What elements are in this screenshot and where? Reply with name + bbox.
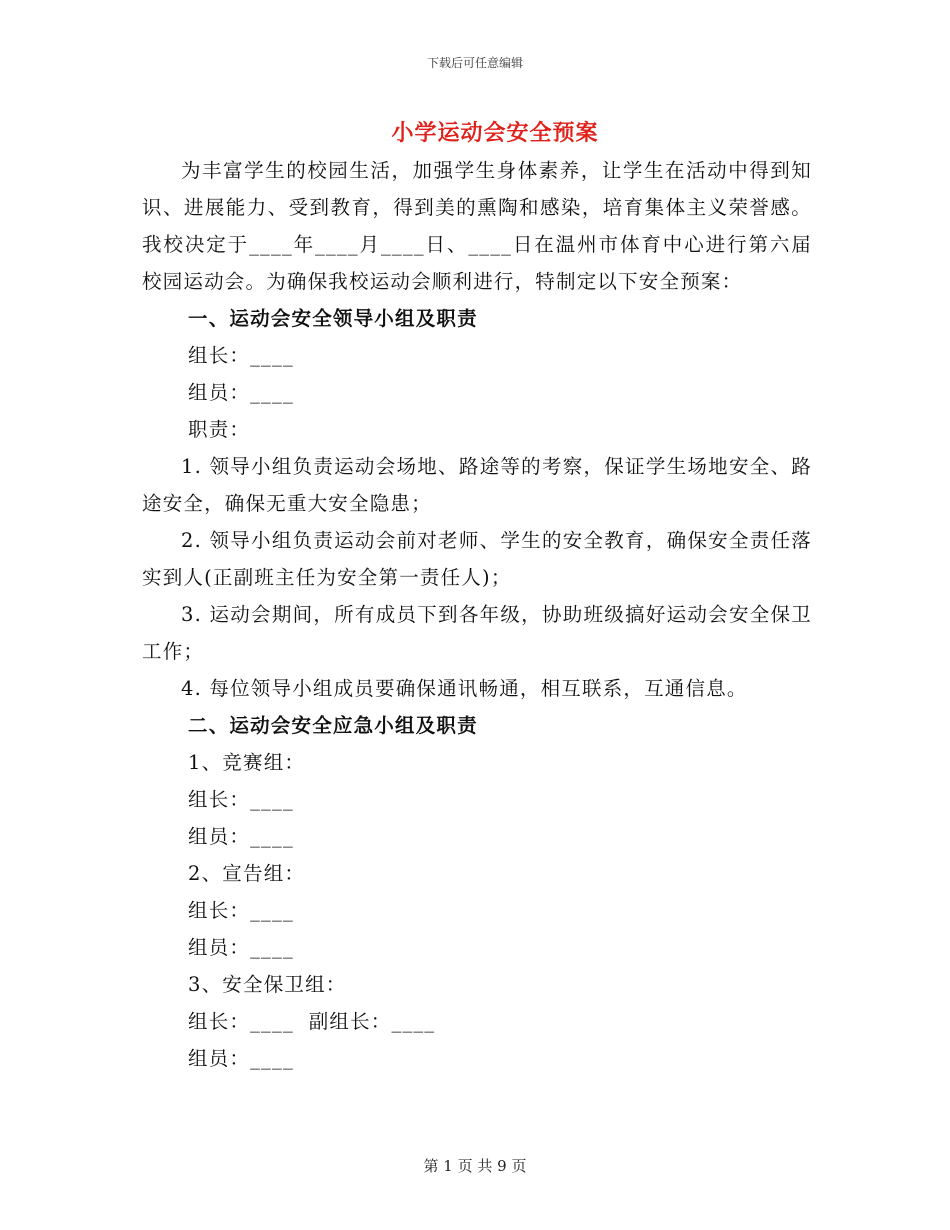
- page-footer-number: 第 1 页 共 9 页: [423, 1157, 527, 1175]
- section1-heading: 一、运动会安全领导小组及职责: [188, 307, 478, 330]
- duty-item-3: 3. 运动会期间，所有成员下到各年级，协助班级搞好运动会安全保卫工作；: [142, 603, 812, 663]
- duty-item-4: 4. 每位领导小组成员要确保通讯畅通，相互联系，互通信息。: [181, 677, 748, 700]
- group2-members: 组员：____: [188, 936, 294, 959]
- duty-item-1: 1. 领导小组负责运动会场地、路途等的考察，保证学生场地安全、路途安全，确保无重大安全隐患；: [142, 455, 812, 515]
- document-title: 小学运动会安全预案: [391, 120, 599, 146]
- document-body: [142, 152, 812, 1077]
- section1-leader: 组长：____: [188, 344, 294, 367]
- group2-leader: 组长：____: [188, 899, 294, 922]
- group1-name: 1、竞赛组：: [188, 751, 306, 774]
- group2-name: 2、宣告组：: [188, 862, 306, 885]
- group1-members: 组员：____: [188, 825, 294, 848]
- page-header-note: 下载后可任意编辑: [426, 56, 523, 70]
- section1-duties-label: 职责：: [188, 418, 251, 441]
- group3-name: 3、安全保卫组：: [188, 973, 347, 996]
- section1-members: 组员：____: [188, 381, 294, 404]
- duty-item-2: 2. 领导小组负责运动会前对老师、学生的安全教育，确保安全责任落实到人(正副班主任为安全第一责任人)；: [142, 529, 812, 589]
- group3-members: 组员：____: [188, 1047, 294, 1070]
- intro-paragraph: 为丰富学生的校园生活，加强学生身体素养，让学生在活动中得到知识、进展能力、受到教育，得到美的熏陶和感染，培育集体主义荣誉感。我校决定于____年____月____日、____日在温州市体育中心进行第六届校园运动会。为确保我校运动会顺利进行，特制定以下安全预案：: [142, 159, 812, 293]
- group3-leader: 组长：____ 副组长：____: [188, 1010, 436, 1033]
- group1-leader: 组长：____: [188, 788, 294, 811]
- section2-heading: 二、运动会安全应急小组及职责: [188, 714, 478, 737]
